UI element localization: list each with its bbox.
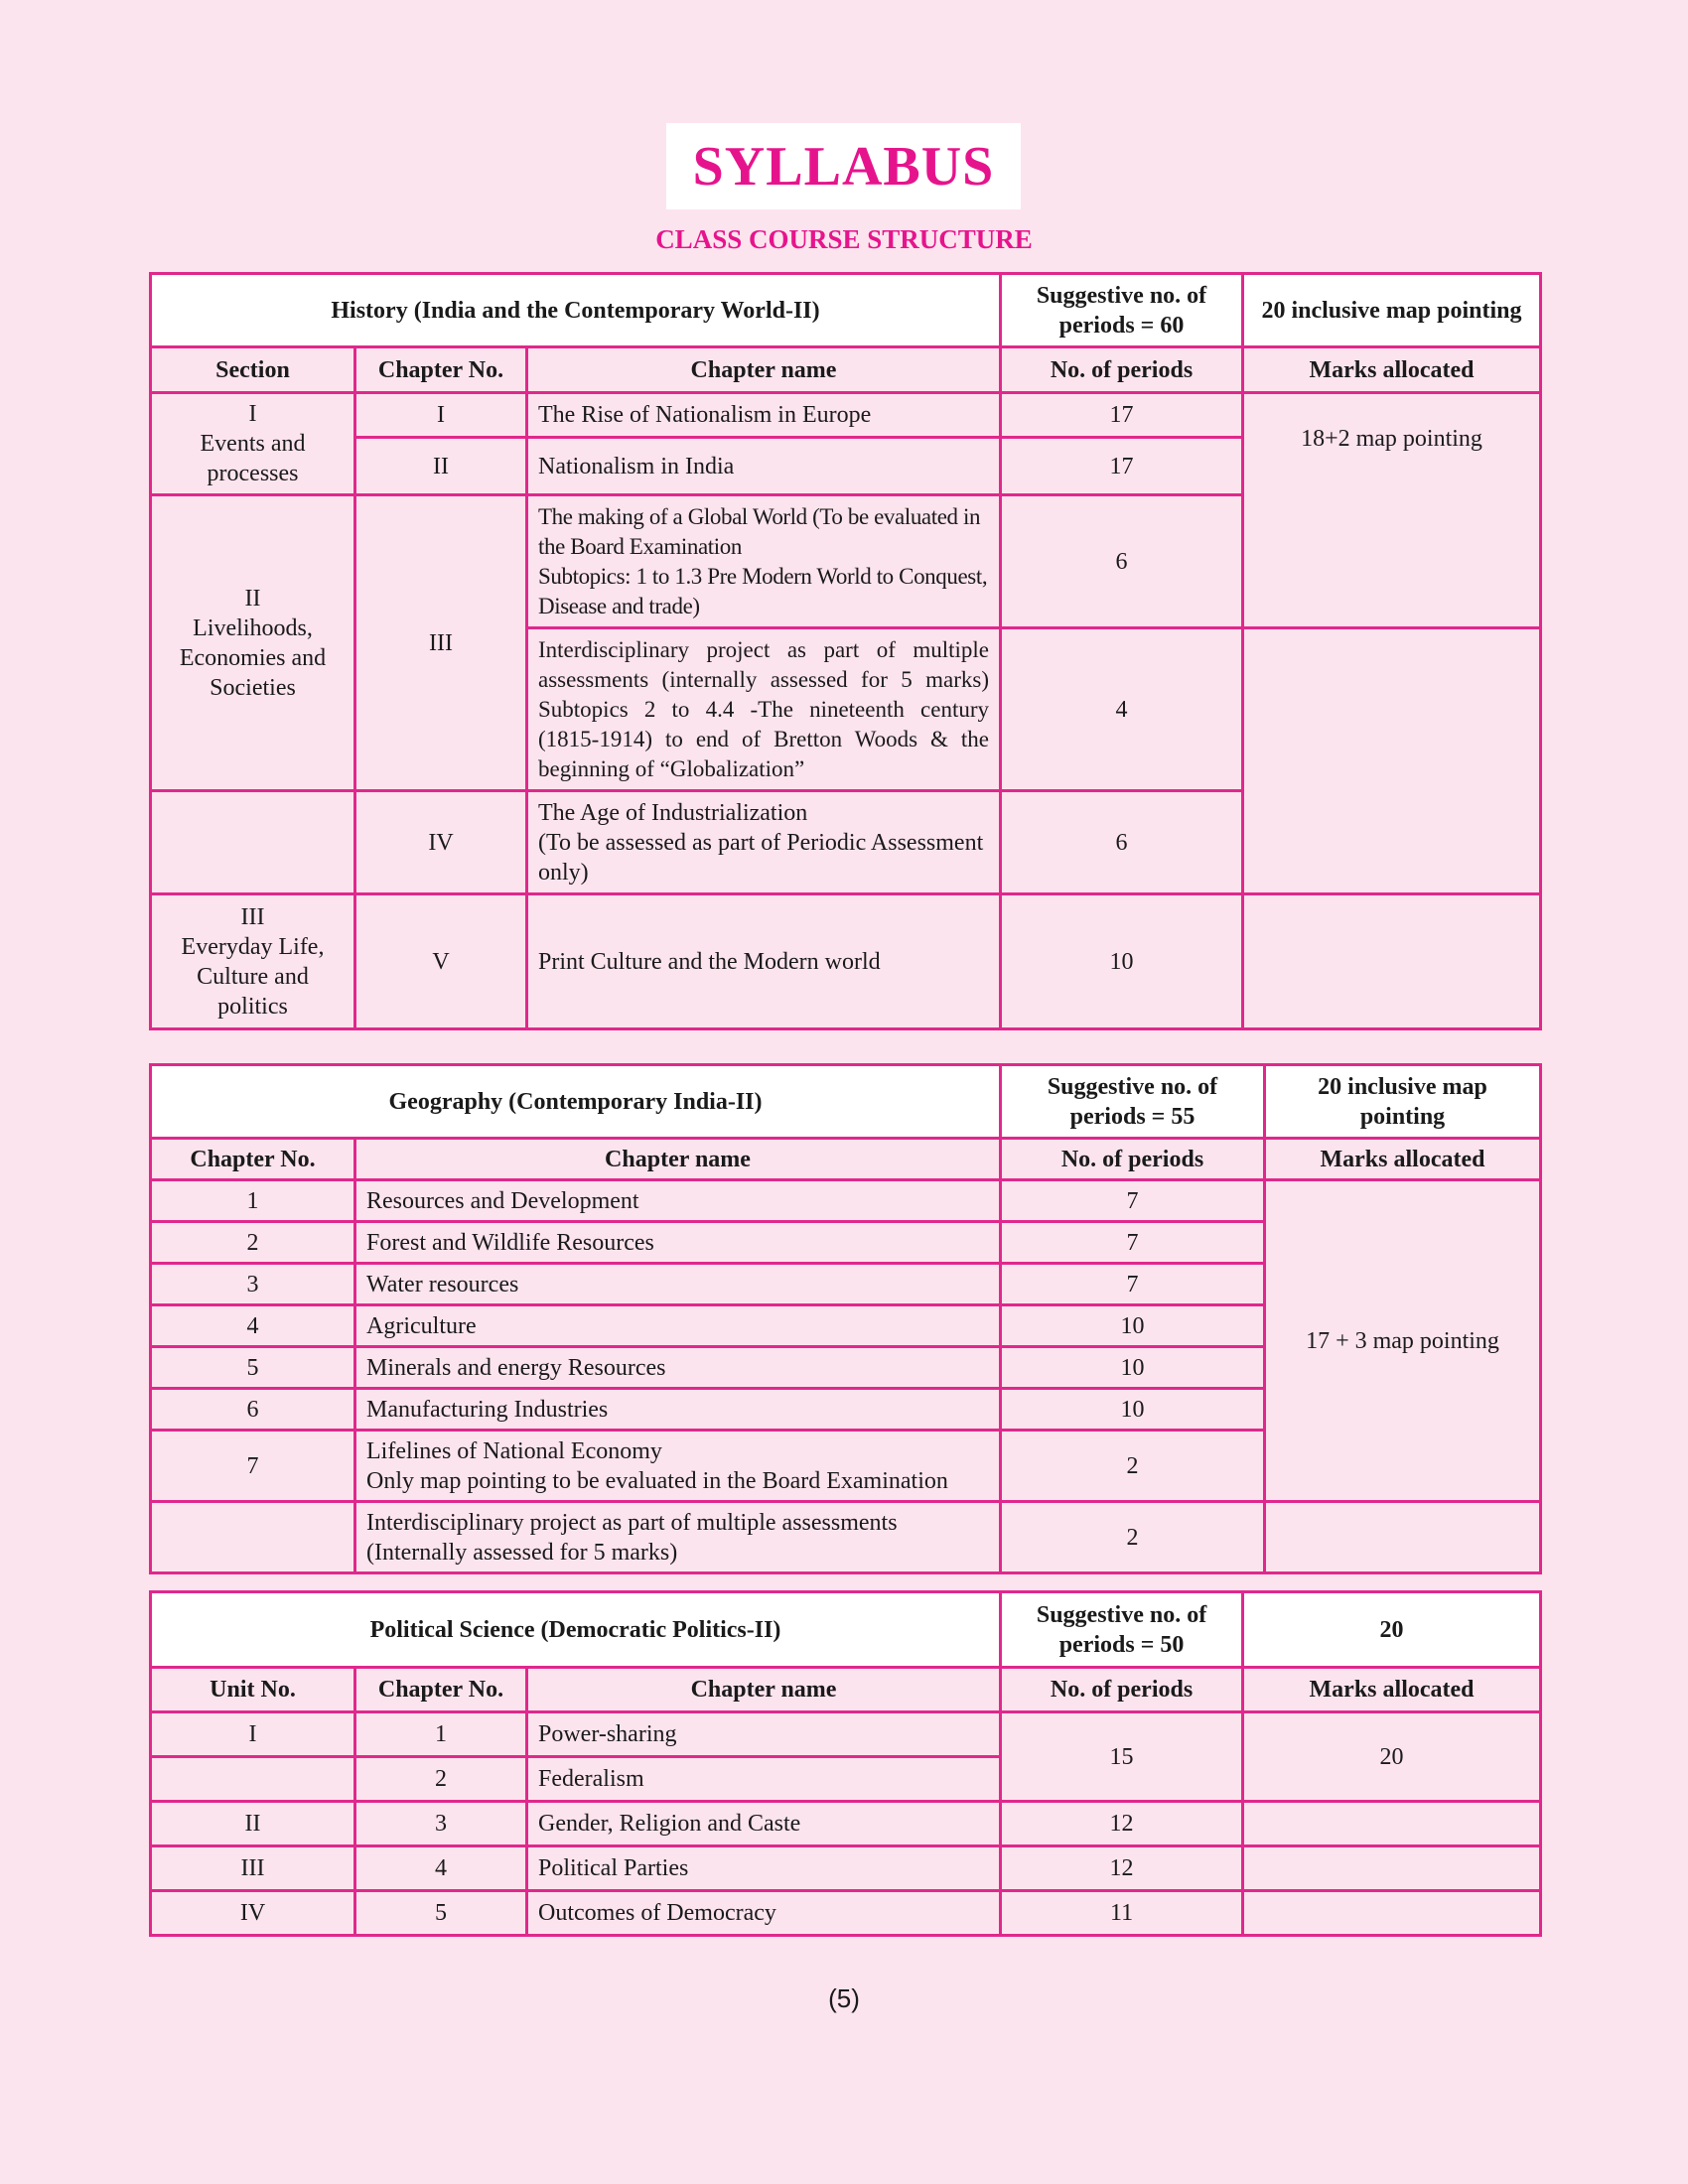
chapter-no: 1 [151,1180,355,1222]
periods: 17 [1001,393,1243,438]
section-cell-empty [151,791,355,894]
chapter-name: Nationalism in India [527,438,1001,495]
col-marks: Marks allocated [1243,347,1541,393]
chapter-no: 3 [151,1264,355,1305]
marks-cell-empty [1243,1846,1541,1891]
periods: 4 [1001,628,1243,791]
geography-suggestive: Suggestive no. of periods = 55 [1001,1065,1265,1139]
periods: 6 [1001,495,1243,628]
history-table [149,272,1542,1030]
col-periods: No. of periods [1001,347,1243,393]
chapter-name: Federalism [527,1757,1001,1802]
chapter-name: The making of a Global World (To be evaluated in the Board Examination Subtopics: 1 to 1.3 Pre Modern World to Conquest, Disease and trade) [527,495,1001,628]
history-heading: History (India and the Contemporary World-II) [151,274,1001,347]
chapter-no: 4 [355,1846,527,1891]
periods: 2 [1001,1502,1265,1573]
periods: 15 [1001,1712,1243,1802]
chapter-no: II [355,438,527,495]
col-marks: Marks allocated [1265,1139,1541,1180]
chapter-name: Resources and Development [355,1180,1001,1222]
col-periods: No. of periods [1001,1668,1243,1712]
title-box [666,123,1021,209]
unit-no: IV [151,1891,355,1936]
col-periods: No. of periods [1001,1139,1265,1180]
periods: 12 [1001,1846,1243,1891]
marks-cell: 17 + 3 map pointing [1265,1180,1541,1502]
unit-no-empty [151,1757,355,1802]
periods: 10 [1001,894,1243,1029]
chapter-name: Forest and Wildlife Resources [355,1222,1001,1264]
chapter-name: Manufacturing Industries [355,1389,1001,1431]
section-cell: II Livelihoods, Economies and Societies [151,495,355,791]
page-number: (5) [828,1983,860,2013]
chapter-no: 3 [355,1802,527,1846]
chapter-no: III [355,495,527,791]
periods: 2 [1001,1431,1265,1502]
unit-no: III [151,1846,355,1891]
marks-cell: 18+2 map pointing [1243,393,1541,628]
periods: 10 [1001,1347,1265,1389]
chapter-name: Lifelines of National Economy Only map pointing to be evaluated in the Board Examination [355,1431,1001,1502]
unit-no: II [151,1802,355,1846]
marks-cell-empty [1243,1802,1541,1846]
chapter-no: V [355,894,527,1029]
chapter-no: 7 [151,1431,355,1502]
chapter-no-empty [151,1502,355,1573]
col-chapter-no: Chapter No. [355,1668,527,1712]
chapter-no: I [355,393,527,438]
periods: 7 [1001,1222,1265,1264]
chapter-name: Interdisciplinary project as part of multiple assessments (Internally assessed for 5 marks) [355,1502,1001,1573]
chapter-no: 2 [355,1757,527,1802]
geography-table [149,1063,1542,1574]
periods: 17 [1001,438,1243,495]
chapter-name: Power-sharing [527,1712,1001,1757]
geography-heading: Geography (Contemporary India-II) [151,1065,1001,1139]
chapter-name: Interdisciplinary project as part of multiple assessments (internally assessed for 5 marks) Subtopics 2 to 4.4 -The nineteenth century (1815-1914) to end of Bretton Woods & the beginning of “Globalization” [527,628,1001,791]
marks-cell-empty [1243,894,1541,1029]
col-chapter-no: Chapter No. [355,347,527,393]
chapter-name: Minerals and energy Resources [355,1347,1001,1389]
periods: 10 [1001,1305,1265,1347]
section-cell: I Events and processes [151,393,355,495]
page-subtitle: CLASS COURSE STRUCTURE [655,224,1033,254]
history-map-note: 20 inclusive map pointing [1243,274,1541,347]
col-marks: Marks allocated [1243,1668,1541,1712]
chapter-name: Agriculture [355,1305,1001,1347]
marks-cell-empty [1243,1891,1541,1936]
col-chapter-name: Chapter name [527,1668,1001,1712]
col-unit-no: Unit No. [151,1668,355,1712]
polsci-suggestive: Suggestive no. of periods = 50 [1001,1592,1243,1668]
chapter-name: Water resources [355,1264,1001,1305]
section-cell: III Everyday Life, Culture and politics [151,894,355,1029]
chapter-name: Gender, Religion and Caste [527,1802,1001,1846]
polsci-table [149,1590,1542,1937]
geography-map-note: 20 inclusive map pointing [1265,1065,1541,1139]
chapter-name: Print Culture and the Modern world [527,894,1001,1029]
periods: 6 [1001,791,1243,894]
col-section: Section [151,347,355,393]
chapter-no: 1 [355,1712,527,1757]
periods: 11 [1001,1891,1243,1936]
periods: 10 [1001,1389,1265,1431]
chapter-name: Outcomes of Democracy [527,1891,1001,1936]
polsci-heading: Political Science (Democratic Politics-II) [151,1592,1001,1668]
chapter-name: The Rise of Nationalism in Europe [527,393,1001,438]
periods: 7 [1001,1180,1265,1222]
marks-cell: 20 [1243,1712,1541,1802]
chapter-name: Political Parties [527,1846,1001,1891]
periods: 7 [1001,1264,1265,1305]
chapter-no: 5 [151,1347,355,1389]
history-suggestive: Suggestive no. of periods = 60 [1001,274,1243,347]
chapter-no: 2 [151,1222,355,1264]
periods: 12 [1001,1802,1243,1846]
marks-cell-empty [1265,1502,1541,1573]
chapter-no: IV [355,791,527,894]
page-title: SYLLABUS [692,135,995,198]
unit-no: I [151,1712,355,1757]
col-chapter-no: Chapter No. [151,1139,355,1180]
marks-cell-empty [1243,628,1541,894]
polsci-marks-total: 20 [1243,1592,1541,1668]
chapter-no: 6 [151,1389,355,1431]
chapter-no: 5 [355,1891,527,1936]
chapter-no: 4 [151,1305,355,1347]
col-chapter-name: Chapter name [355,1139,1001,1180]
chapter-name: The Age of Industrialization (To be assessed as part of Periodic Assessment only) [527,791,1001,894]
col-chapter-name: Chapter name [527,347,1001,393]
